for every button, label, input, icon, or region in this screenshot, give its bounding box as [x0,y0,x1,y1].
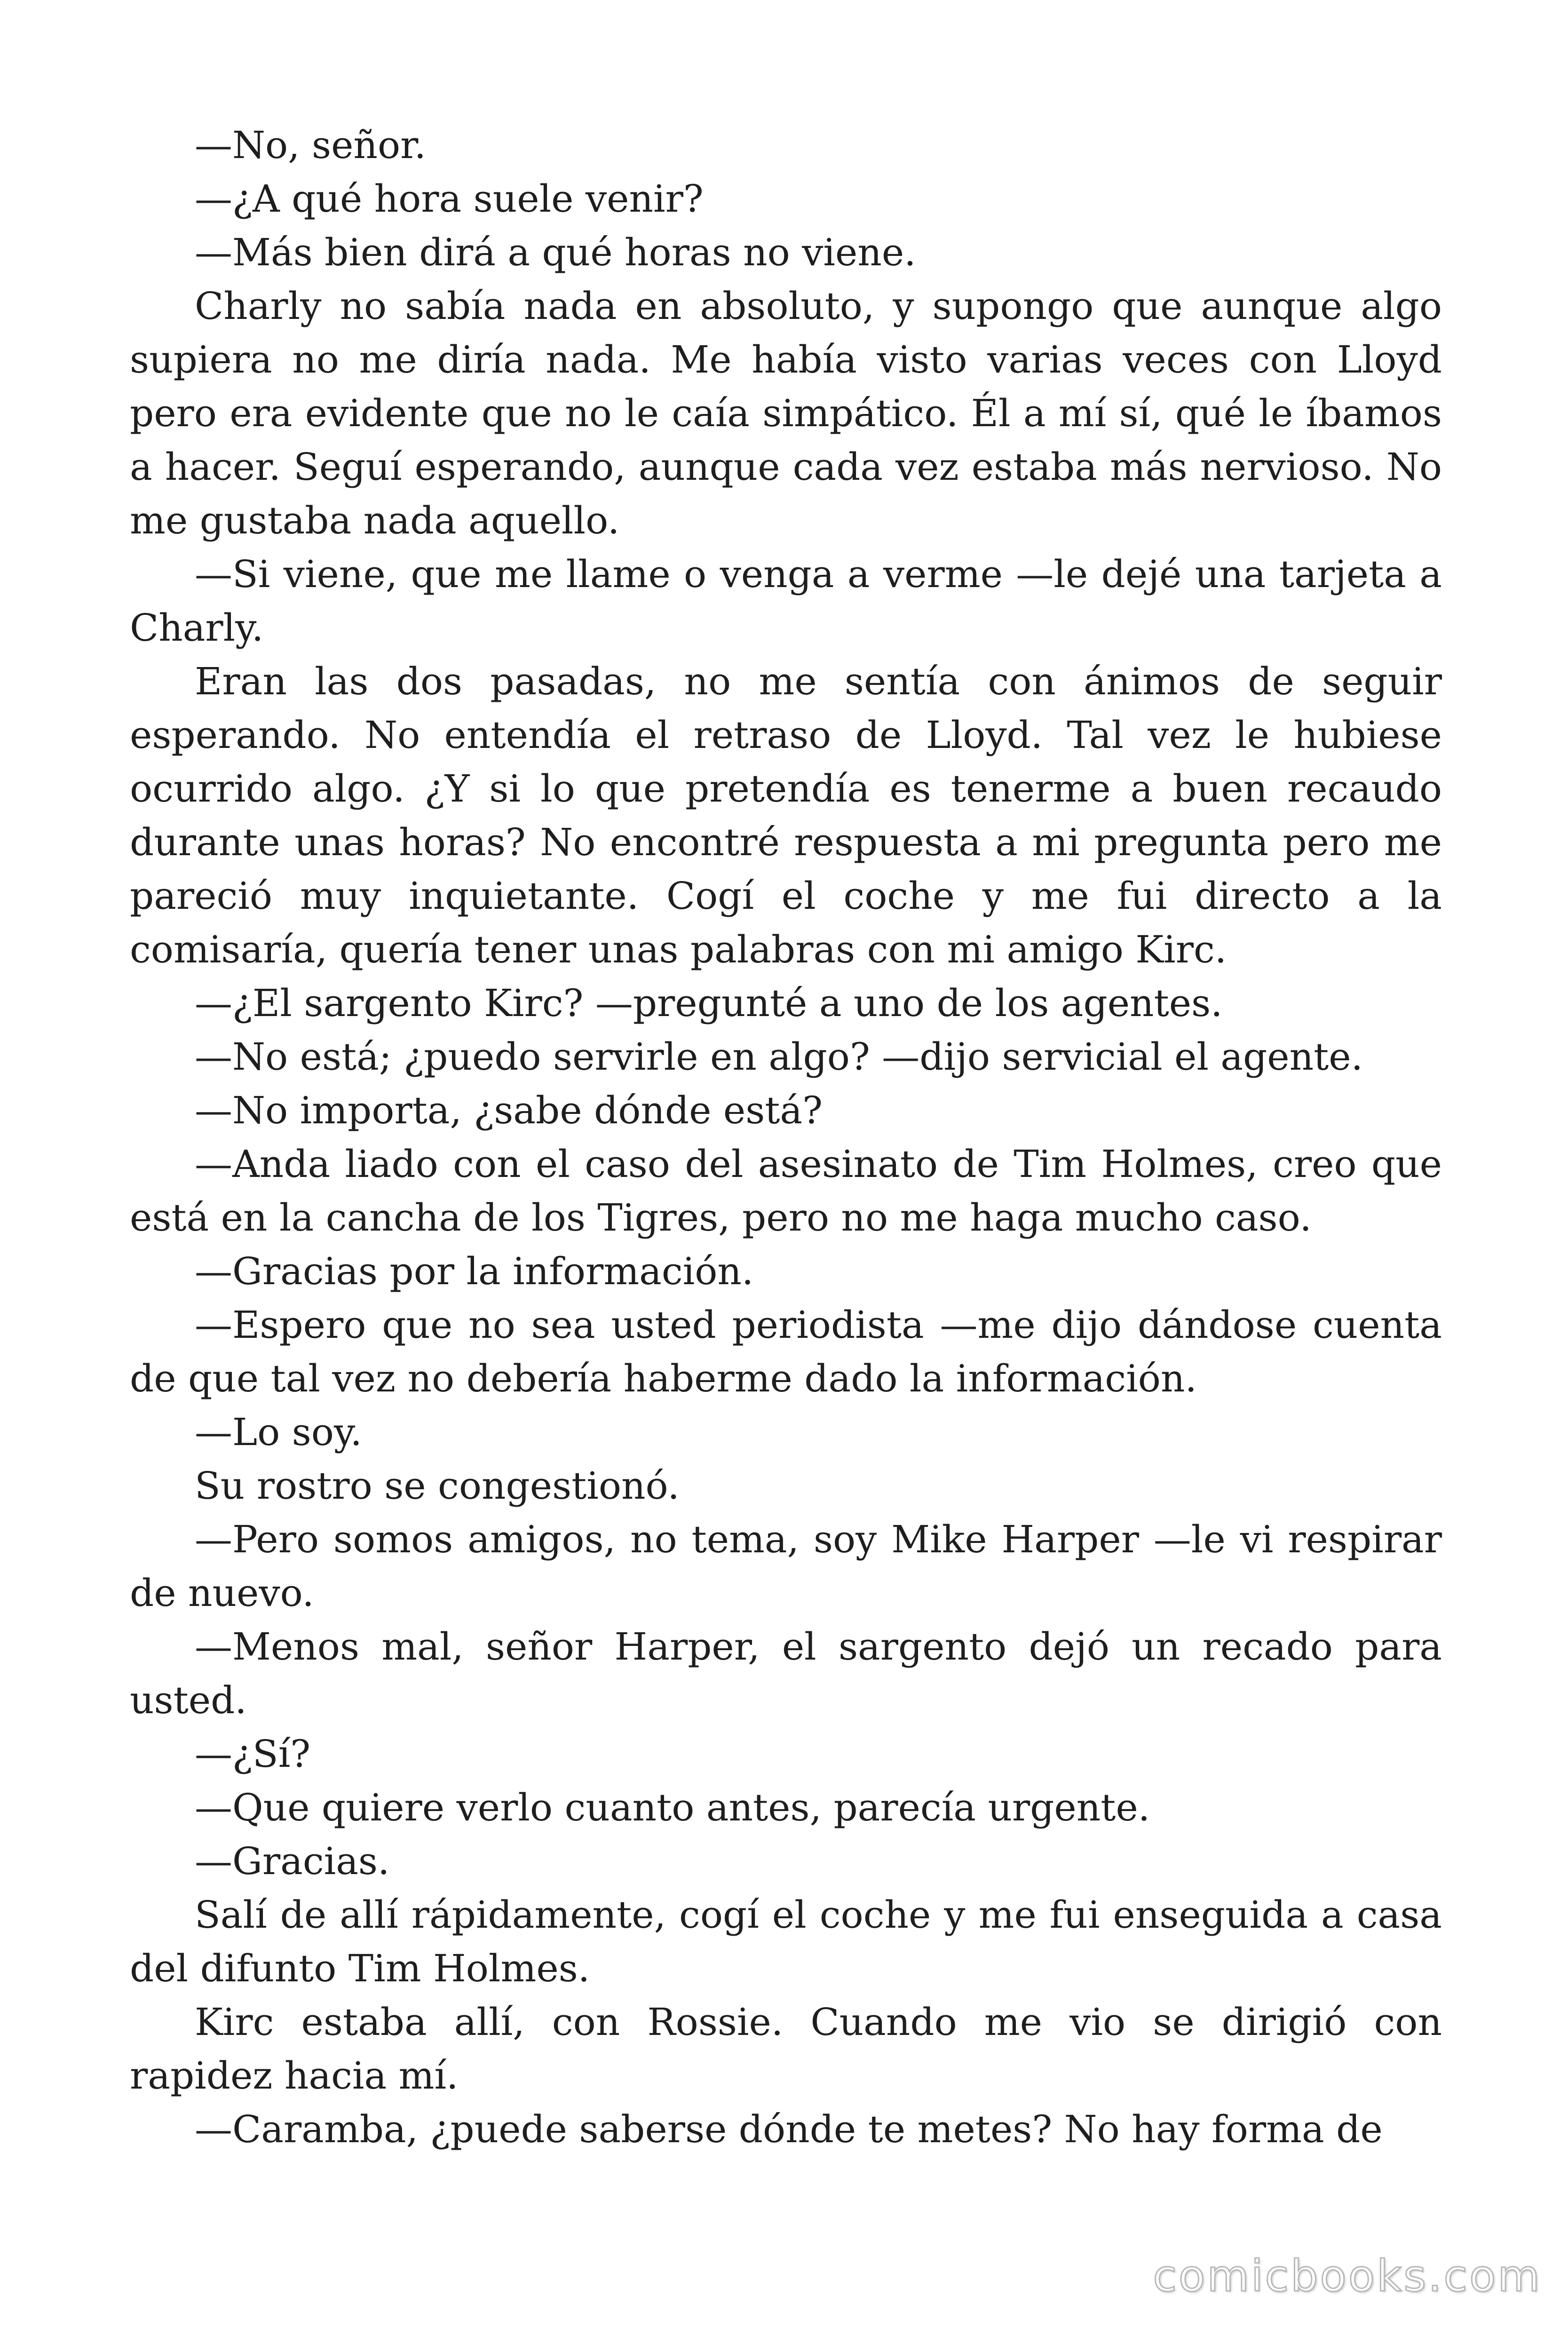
paragraph: —Anda liado con el caso del asesinato de Tim Holmes, creo que está en la cancha de los Tigres, pero no me haga mucho caso. [130,1142,1442,1240]
paragraph: Su rostro se congestionó. [195,1464,680,1508]
watermark: comicbooks.com [1153,2251,1542,2301]
paragraph: —¿A qué hora suele venir? [195,177,704,221]
paragraph: Eran las dos pasadas, no me sentía con ánimos de seguir esperando. No entendía el retraso de Lloyd. Tal vez le hubiese ocurrido algo. ¿Y si lo que pretendía es tenerme a buen recaudo durante unas horas? No encontré respuesta a mi pregunta pero me pareció muy inquietante. Cogí el coche y me fui directo a la comisaría, quería tener unas palabras con mi amigo Kirc. [130,660,1442,971]
paragraph: —Que quiere verlo cuanto antes, parecía urgente. [195,1786,1150,1829]
paragraph: —Espero que no sea usted periodista —me dijo dándose cuenta de que tal vez no debería haberme dado la información. [130,1303,1442,1400]
paragraph: —Gracias. [195,1839,390,1883]
paragraph: —¿Sí? [195,1732,311,1776]
paragraph: Kirc estaba allí, con Rossie. Cuando me vio se dirigió con rapidez hacia mí. [130,2000,1442,2098]
paragraph: —Lo soy. [195,1410,362,1454]
paragraph: —Pero somos amigos, no tema, soy Mike Harper —le vi respirar de nuevo. [130,1518,1442,1615]
paragraph: Salí de allí rápidamente, cogí el coche y me fui enseguida a casa del difunto Tim Holmes. [130,1893,1442,1990]
paragraph: —Caramba, ¿puede saberse dónde te metes? No hay forma de [195,2107,1383,2151]
paragraph: —No, señor. [195,123,426,167]
paragraph: —Gracias por la información. [195,1249,754,1293]
paragraph: —Menos mal, señor Harper, el sargento dejó un recado para usted. [130,1625,1442,1722]
paragraph: —Si viene, que me llame o venga a verme —le dejé una tarjeta a Charly. [130,552,1442,650]
paragraph: —No importa, ¿sabe dónde está? [195,1089,823,1132]
paragraph: —¿El sargento Kirc? —pregunté a uno de los agentes. [195,981,1223,1025]
paragraph: Charly no sabía nada en absoluto, y supongo que aunque algo supiera no me diría nada. Me había visto varias veces con Lloyd pero era evidente que no le caía simpático. Él a mí sí, qué le íbamos a hacer. Seguí esperando, aunque cada vez estaba más nervioso. No me gustaba nada aquello. [130,284,1442,542]
body-text [130,119,1442,2156]
paragraph: —Más bien dirá a qué horas no viene. [195,230,916,274]
paragraph: —No está; ¿puedo servirle en algo? —dijo servicial el agente. [195,1035,1363,1079]
